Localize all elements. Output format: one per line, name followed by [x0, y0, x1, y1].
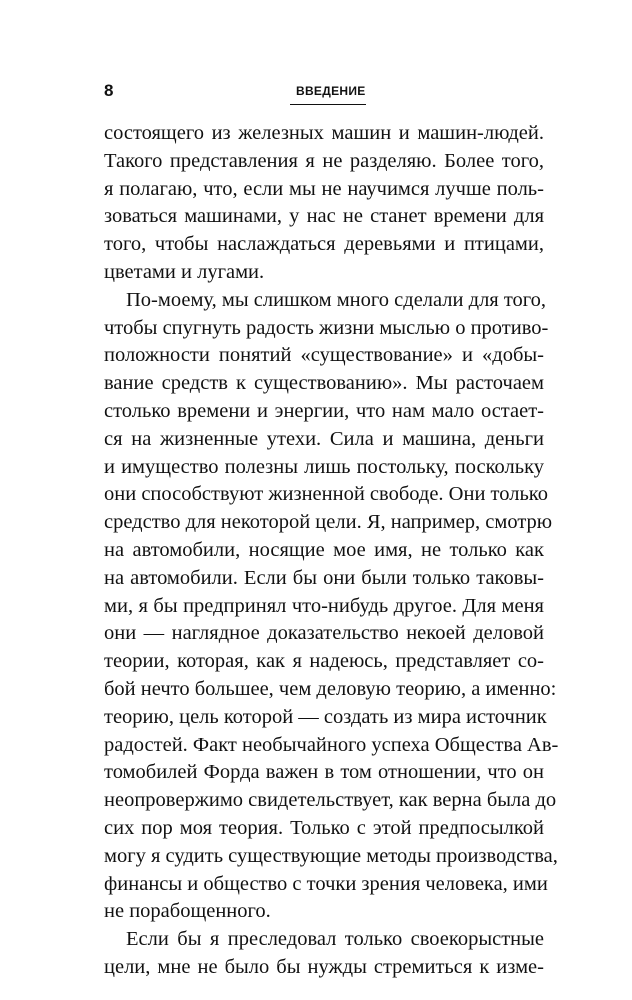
text-line: они способствуют жизненной свободе. Они только: [104, 483, 548, 506]
text-line: томобилей Форда важен в том отношении, что он: [104, 761, 544, 784]
text-line: сих пор моя теория. Только с этой предпосылкой: [104, 816, 544, 839]
text-line: радостей. Факт необычайного успеха Общества Ав-: [104, 733, 559, 756]
text-line: они — наглядное доказательство некоей деловой: [104, 622, 544, 645]
text-line: ми, я бы предпринял что-нибудь другое. Для меня: [104, 594, 544, 617]
text-line: теорию, цель которой — создать из мира источник: [104, 705, 547, 728]
page-number: 8: [104, 81, 114, 100]
text-line: состоящего из железных машин и машин-людей.: [104, 122, 544, 144]
paragraph-1: [104, 120, 544, 287]
running-head: ВВЕДЕНИЕ: [296, 84, 366, 98]
text-line: зоваться машинами, у нас не станет времени для: [104, 205, 544, 228]
text-line: неопровержимо свидетельствует, как верна была до: [104, 789, 557, 812]
text-line: на автомобили, носящие мое имя, не только как: [104, 538, 544, 561]
text-line: на автомобили. Если бы они были только таковы-: [104, 566, 544, 589]
text-line: теории, которая, как я надеюсь, представляет со-: [104, 650, 544, 673]
text-line: не порабощенного.: [104, 900, 271, 923]
text-line: положности понятий «существование» и «добы-: [104, 344, 544, 367]
text-line: бой нечто большее, чем деловую теорию, а именно:: [104, 677, 557, 700]
text-line: вание средств к существованию». Мы расточаем: [104, 372, 544, 395]
text-line: По-моему, мы слишком много сделали для того,: [126, 288, 547, 311]
text-line: чтобы спугнуть радость жизни мыслью о противо-: [104, 316, 549, 339]
text-line: цели, мне не было бы нужды стремиться к изме-: [104, 955, 544, 978]
text-line: цветами и лугами.: [104, 260, 265, 283]
text-line: столько времени и энергии, что нам мало остает-: [104, 399, 544, 422]
text-line: Если бы я преследовал только своекорыстные: [126, 928, 544, 951]
text-line: я полагаю, что, если мы не научимся лучше поль-: [104, 177, 544, 200]
body-text: [104, 120, 559, 982]
text-line: и имущество полезны лишь постольку, поскольку: [104, 455, 544, 478]
text-line: средство для некоторой цели. Я, например, смотрю: [104, 511, 553, 534]
text-line: ся на жизненные утехи. Сила и машина, деньги: [104, 427, 544, 450]
text-line: могу я судить существующие методы производства,: [104, 844, 558, 867]
text-line: Такого представления я не разделяю. Более того,: [104, 149, 544, 172]
paragraph-3: [104, 926, 544, 982]
paragraph-2: [104, 287, 559, 926]
text-line: финансы и общество с точки зрения человека, ими: [104, 872, 548, 895]
text-line: того, чтобы наслаждаться деревьями и птицами,: [104, 233, 544, 256]
running-head-rule: [290, 104, 366, 105]
